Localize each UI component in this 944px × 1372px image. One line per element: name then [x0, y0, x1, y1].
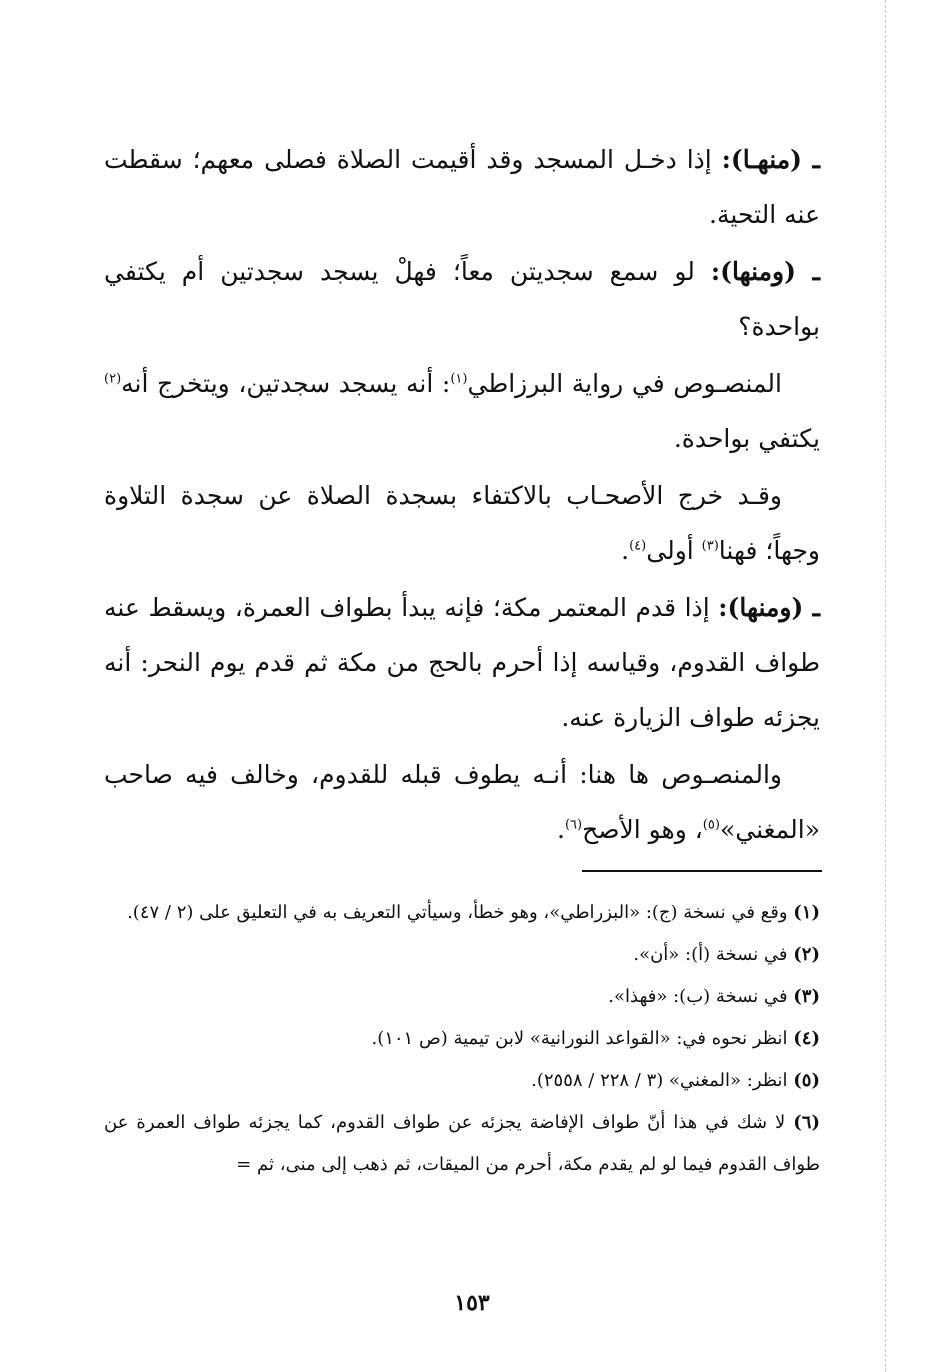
footnote-text: وقع في نسخة (ج): «البزراطي»، وهو خطأ، وسيأتي التعريف به في التعليق على (٢ / ٤٧).	[127, 902, 794, 923]
paragraph-lead: ـ (ومنها):	[710, 257, 821, 286]
paragraph-text: والمنصـوص ها هنا: أنـه يطوف قبله للقدوم، وخالف فيه صاحب «المغني»	[104, 760, 820, 844]
footnote-number: (٦)	[793, 1112, 820, 1133]
footnote-6	[104, 1102, 820, 1186]
footnote-2	[104, 934, 820, 976]
page-edge-line	[885, 0, 886, 1372]
footnote-number: (٣)	[793, 986, 820, 1007]
footnote-4	[104, 1018, 820, 1060]
paragraph-5	[104, 580, 820, 745]
footnote-number: (١)	[793, 902, 820, 923]
page-number: ١٥٣	[454, 1290, 490, 1316]
footnote-text: في نسخة (ب): «فهذا».	[608, 986, 794, 1007]
footnote-text: انظر: «المغني» (٣ / ٢٢٨ / ٢٥٥٨).	[531, 1070, 794, 1091]
footnote-number: (٥)	[793, 1070, 820, 1091]
paragraph-text: ، وهو الأصح	[582, 815, 703, 844]
footnote-ref: (٤)	[629, 538, 647, 554]
paragraph-text: لو سمع سجديتن معاً؛ فهلْ يسجد سجدتين أم يكتفي بواحدة؟	[104, 257, 820, 341]
footnote-number: (٢)	[793, 944, 820, 965]
footnote-ref: (٢)	[104, 371, 122, 387]
paragraph-2	[104, 244, 820, 354]
footnote-text: انظر نحوه في: «القواعد النورانية» لابن تيمية (ص ١٠١).	[371, 1028, 794, 1049]
paragraph-1	[104, 132, 820, 242]
footnote-text: في نسخة (أ): «أن».	[633, 944, 794, 965]
main-text	[104, 132, 820, 859]
paragraph-text: إذا قدم المعتمر مكة؛ فإنه يبدأ بطواف العمرة، ويسقط عنه طواف القدوم، وقياسه إذا أحرم بالحج من مكة ثم قدم يوم النحر: أنه يجزئه طواف الزيارة عنه.	[104, 593, 820, 732]
paragraph-lead: ـ (منهـا):	[721, 145, 820, 174]
footnote-3	[104, 976, 820, 1018]
paragraph-text: .	[621, 536, 630, 565]
paragraph-text: وقـد خرج الأصحـاب بالاكتفاء بسجدة الصلاة عن سجدة التلاوة وجهاً؛ فهنا	[104, 481, 820, 565]
paragraph-text: .	[557, 815, 565, 844]
footnote-number: (٤)	[793, 1028, 820, 1049]
paragraph-text: يكتفي بواحدة.	[673, 424, 820, 453]
footnote-1	[104, 892, 820, 934]
footnote-ref: (١)	[450, 371, 468, 387]
paragraph-3	[104, 356, 820, 466]
paragraph-6	[104, 747, 820, 857]
footnote-ref: (٣)	[701, 538, 719, 554]
paragraph-text: : أنه يسجد سجدتين، ويتخرج أنه	[121, 369, 451, 398]
footnotes	[104, 892, 820, 1186]
footnote-text: لا شك في هذا أنّ طواف الإفاضة يجزئه عن طواف القدوم، كما يجزئه طواف العمرة عن طواف القدوم فيما لو لم يقدم مكة، أحرم من الميقات، ثم ذهب إلى منى، ثم =	[104, 1112, 820, 1175]
paragraph-text: المنصـوص في رواية البرزاطي	[467, 369, 782, 398]
paragraph-text: إذا دخـل المسجد وقد أقيمت الصلاة فصلى معهم؛ سقطت عنه التحية.	[104, 145, 820, 229]
footnote-5	[104, 1060, 820, 1102]
footnote-divider	[582, 870, 822, 872]
paragraph-4	[104, 468, 820, 578]
footnote-ref: (٥)	[702, 817, 720, 833]
paragraph-text: أولى	[646, 536, 702, 565]
footnote-ref: (٦)	[564, 817, 583, 833]
paragraph-lead: ـ (ومنها):	[718, 593, 821, 622]
